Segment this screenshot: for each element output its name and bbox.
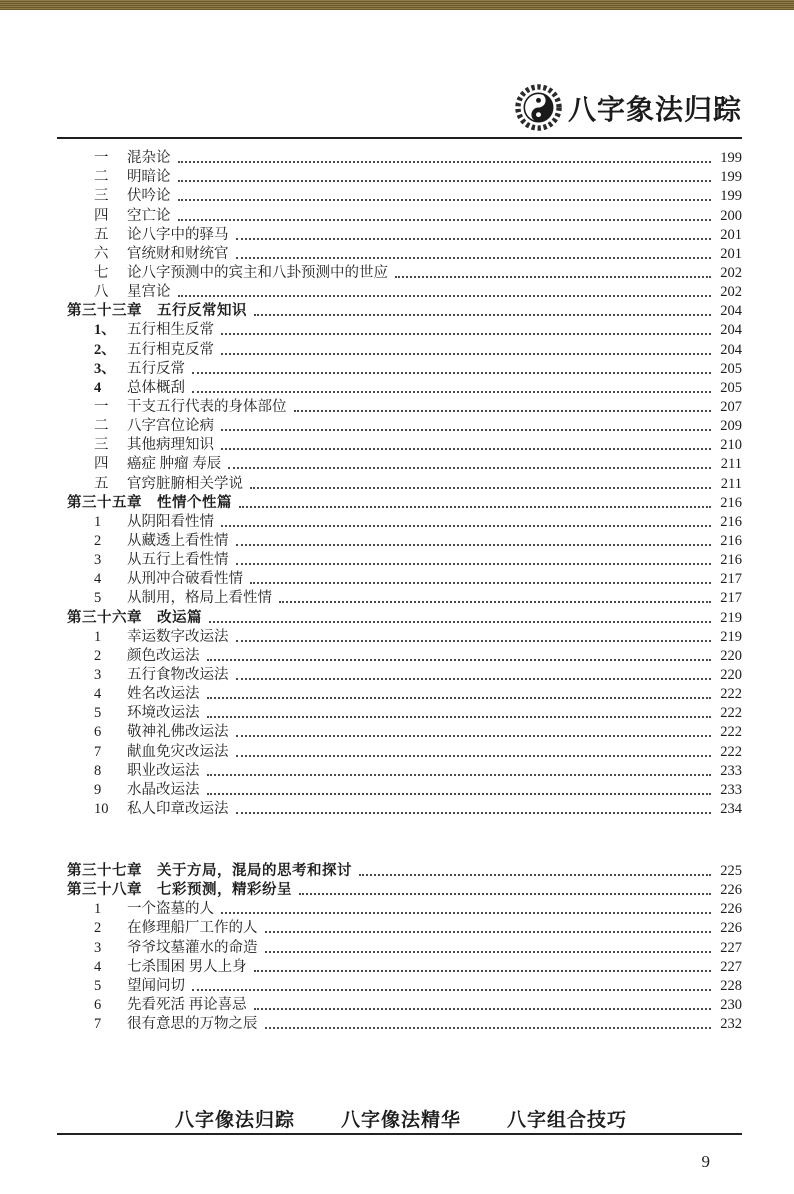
toc-row — [57, 703, 742, 722]
toc-entry-title: 空亡论 — [127, 207, 171, 224]
toc-dot-leader — [221, 525, 711, 527]
toc-entry-page: 219 — [720, 628, 742, 645]
toc-entry-title: 从五行上看性情 — [127, 552, 229, 569]
toc-entry-number: 7 — [94, 1016, 102, 1033]
toc-row — [57, 339, 742, 358]
toc-entry-page: 205 — [720, 360, 742, 377]
toc-entry-title: 混杂论 — [127, 150, 171, 167]
toc-entry-number: 9 — [94, 781, 102, 798]
toc-entry-number: 2 — [94, 920, 102, 937]
toc-entry-page: 204 — [720, 322, 742, 339]
toc-entry-page: 226 — [720, 882, 742, 899]
toc-entry-page: 220 — [720, 647, 742, 664]
toc-dot-leader — [192, 391, 711, 393]
toc-dot-leader — [254, 970, 711, 972]
page-header — [57, 84, 742, 136]
table-of-contents — [57, 148, 742, 1033]
toc-entry-title: 私人印章改运法 — [127, 800, 229, 817]
toc-row — [57, 780, 742, 799]
toc-entry-title: 颜色改运法 — [127, 647, 200, 664]
toc-entry-number: 4 — [94, 379, 102, 396]
toc-entry-page: 222 — [720, 743, 742, 760]
toc-dot-leader — [178, 219, 712, 221]
toc-entry-page: 227 — [720, 958, 742, 975]
toc-dot-leader — [178, 199, 712, 201]
toc-entry-number: 2、 — [94, 341, 116, 358]
toc-dot-leader — [221, 353, 711, 355]
toc-entry-number: 1 — [94, 513, 102, 530]
toc-row — [57, 454, 742, 473]
toc-dot-leader — [250, 582, 711, 584]
toc-entry-page: 222 — [720, 686, 742, 703]
toc-row — [57, 225, 742, 244]
toc-row — [57, 167, 742, 186]
toc-entry-title: 官统财和财统官 — [127, 245, 229, 262]
toc-entry-number: 四 — [94, 207, 109, 224]
toc-entry-page: 216 — [720, 513, 742, 530]
toc-entry-number: 8 — [94, 762, 102, 779]
toc-entry-page: 207 — [720, 398, 742, 415]
toc-entry-page: 204 — [720, 341, 742, 358]
toc-entry-title: 其他病理知识 — [127, 437, 214, 454]
toc-row — [57, 861, 742, 880]
toc-entry-page: 226 — [720, 920, 742, 937]
footer-series-title: 八字像法精华 — [341, 1110, 462, 1131]
toc-entry-number: 一 — [94, 398, 109, 415]
toc-dot-leader — [178, 161, 712, 163]
toc-entry-title: 在修理船厂工作的人 — [127, 920, 258, 937]
toc-entry-page: 225 — [720, 863, 742, 880]
toc-dot-leader — [236, 257, 712, 259]
toc-row — [57, 473, 742, 492]
toc-row — [57, 957, 742, 976]
toc-entry-title: 癌症 肿瘤 寿辰 — [127, 456, 222, 473]
toc-dot-leader — [265, 931, 712, 933]
toc-entry-page: 211 — [720, 456, 742, 473]
toc-row — [57, 301, 742, 320]
toc-dot-leader — [236, 678, 712, 680]
toc-row — [57, 531, 742, 550]
toc-entry-page: 222 — [720, 724, 742, 741]
toc-entry-title: 第三十五章 性情个性篇 — [67, 494, 232, 511]
toc-row — [57, 512, 742, 531]
toc-entry-page: 205 — [720, 379, 742, 396]
toc-entry-number: 6 — [94, 997, 102, 1014]
toc-entry-number: 3 — [94, 939, 102, 956]
toc-entry-page: 234 — [720, 800, 742, 817]
toc-row — [57, 148, 742, 167]
toc-entry-number: 4 — [94, 686, 102, 703]
toc-entry-title: 幸运数字改运法 — [127, 628, 229, 645]
book-title: 八字象法归踪 — [567, 94, 742, 126]
brand — [515, 84, 742, 131]
toc-dot-leader — [236, 812, 712, 814]
toc-entry-title: 五行相生反常 — [127, 322, 214, 339]
toc-row — [57, 799, 742, 818]
toc-entry-page: 220 — [720, 666, 742, 683]
toc-entry-title: 从刑冲合破看性情 — [127, 571, 243, 588]
toc-entry-page: 217 — [720, 590, 742, 607]
toc-entry-title: 水晶改运法 — [127, 781, 200, 798]
toc-entry-page: 202 — [720, 284, 742, 301]
toc-entry-number: 5 — [94, 977, 102, 994]
toc-entry-title: 环境改运法 — [127, 705, 200, 722]
footer-rule — [57, 1133, 742, 1135]
toc-dot-leader — [254, 1008, 711, 1010]
toc-entry-page: 199 — [720, 169, 742, 186]
toc-entry-number: 5 — [94, 705, 102, 722]
toc-dot-leader — [192, 372, 711, 374]
toc-entry-number: 1、 — [94, 322, 116, 339]
toc-row — [57, 741, 742, 760]
toc-dot-leader — [236, 755, 712, 757]
toc-row — [57, 263, 742, 282]
toc-row — [57, 1014, 742, 1033]
toc-row — [57, 899, 742, 918]
toc-dot-leader — [178, 180, 712, 182]
toc-entry-title: 干支五行代表的身体部位 — [127, 398, 287, 415]
toc-row — [57, 918, 742, 937]
toc-row — [57, 588, 742, 607]
toc-entry-number: 3 — [94, 552, 102, 569]
toc-dot-leader — [236, 640, 712, 642]
toc-entry-page: 199 — [720, 150, 742, 167]
toc-dot-leader — [239, 506, 711, 508]
toc-entry-number: 三 — [94, 188, 109, 205]
toc-entry-page: 233 — [720, 781, 742, 798]
toc-entry-number: 1 — [94, 901, 102, 918]
toc-entry-title: 总体概刮 — [127, 379, 185, 396]
toc-dot-leader — [228, 467, 711, 469]
toc-row — [57, 937, 742, 956]
toc-entry-number: 5 — [94, 590, 102, 607]
toc-entry-title: 很有意思的万物之辰 — [127, 1016, 258, 1033]
toc-dot-leader — [395, 276, 711, 278]
toc-row — [57, 397, 742, 416]
toc-entry-page: 232 — [720, 1016, 742, 1033]
header-rule — [57, 137, 742, 139]
toc-entry-number: 二 — [94, 169, 109, 186]
toc-dot-leader — [207, 774, 712, 776]
toc-entry-number: 二 — [94, 418, 109, 435]
toc-entry-page: 216 — [720, 552, 742, 569]
toc-entry-number: 五 — [94, 226, 109, 243]
toc-dot-leader — [236, 563, 712, 565]
toc-entry-number: 3、 — [94, 360, 116, 377]
toc-entry-number: 1 — [94, 628, 102, 645]
toc-entry-title: 明暗论 — [127, 169, 171, 186]
toc-entry-number: 三 — [94, 437, 109, 454]
toc-dot-leader — [359, 874, 711, 876]
toc-row — [57, 880, 742, 899]
toc-row — [57, 416, 742, 435]
toc-row — [57, 976, 742, 995]
toc-entry-title: 从制用，格局上看性情 — [127, 590, 272, 607]
toc-dot-leader — [207, 793, 712, 795]
toc-entry-title: 第三十七章 关于方局，混局的思考和探讨 — [67, 863, 352, 880]
taiji-bagua-icon — [515, 84, 562, 131]
toc-dot-leader — [299, 893, 711, 895]
toc-dot-leader — [221, 912, 711, 914]
toc-dot-leader — [254, 314, 711, 316]
toc-row — [57, 722, 742, 741]
toc-row — [57, 378, 742, 397]
toc-entry-number: 四 — [94, 456, 109, 473]
toc-dot-leader — [221, 429, 711, 431]
toc-dot-leader — [221, 448, 711, 450]
toc-entry-page: 219 — [720, 609, 742, 626]
toc-entry-page: 217 — [720, 571, 742, 588]
toc-entry-title: 五行相克反常 — [127, 341, 214, 358]
toc-entry-page: 201 — [720, 226, 742, 243]
toc-dot-leader — [236, 735, 712, 737]
toc-entry-page: 210 — [720, 437, 742, 454]
toc-entry-number: 八 — [94, 284, 109, 301]
toc-entry-page: 230 — [720, 997, 742, 1014]
toc-entry-title: 星宫论 — [127, 284, 171, 301]
toc-row — [57, 995, 742, 1014]
toc-entry-page: 204 — [720, 303, 742, 320]
toc-entry-number: 7 — [94, 743, 102, 760]
toc-entry-page: 202 — [720, 264, 742, 281]
toc-entry-number: 六 — [94, 245, 109, 262]
toc-row — [57, 244, 742, 263]
toc-row — [57, 205, 742, 224]
toc-entry-title: 论八字预测中的宾主和八卦预测中的世应 — [127, 264, 388, 281]
toc-entry-title: 一个盗墓的人 — [127, 901, 214, 918]
toc-entry-number: 4 — [94, 571, 102, 588]
toc-row — [57, 665, 742, 684]
toc-entry-title: 第三十八章 七彩预测，精彩纷呈 — [67, 882, 292, 899]
footer-series-title: 八字组合技巧 — [507, 1110, 628, 1131]
toc-row — [57, 359, 742, 378]
toc-row — [57, 684, 742, 703]
toc-row — [57, 435, 742, 454]
toc-row — [57, 550, 742, 569]
toc-dot-leader — [221, 333, 711, 335]
toc-entry-number: 2 — [94, 647, 102, 664]
toc-dot-leader — [207, 659, 712, 661]
toc-entry-page: 216 — [720, 494, 742, 511]
toc-entry-number: 4 — [94, 958, 102, 975]
toc-entry-title: 伏吟论 — [127, 188, 171, 205]
toc-entry-page: 199 — [720, 188, 742, 205]
page-number: 9 — [701, 1152, 710, 1171]
toc-row — [57, 627, 742, 646]
toc-entry-title: 第三十三章 五行反常知识 — [67, 303, 247, 320]
toc-entry-title: 五行食物改运法 — [127, 666, 229, 683]
toc-row — [57, 493, 742, 512]
toc-entry-title: 先看死活 再论喜忌 — [127, 997, 247, 1014]
toc-entry-title: 职业改运法 — [127, 762, 200, 779]
toc-entry-page: 216 — [720, 532, 742, 549]
toc-entry-title: 望闻问切 — [127, 977, 185, 994]
toc-entry-number: 五 — [94, 475, 109, 492]
toc-entry-page: 226 — [720, 901, 742, 918]
toc-entry-number: 3 — [94, 666, 102, 683]
toc-entry-title: 论八字中的驿马 — [127, 226, 229, 243]
toc-entry-title: 敬神礼佛改运法 — [127, 724, 229, 741]
footer-series-titles — [57, 1105, 742, 1131]
toc-dot-leader — [279, 601, 711, 603]
toc-row — [57, 186, 742, 205]
toc-dot-leader — [236, 238, 712, 240]
toc-entry-title: 献血免灾改运法 — [127, 743, 229, 760]
toc-dot-leader — [250, 487, 711, 489]
toc-entry-page: 228 — [720, 977, 742, 994]
toc-dot-leader — [207, 716, 712, 718]
toc-entry-title: 五行反常 — [127, 360, 185, 377]
decorative-top-band — [0, 0, 794, 10]
toc-entry-title: 第三十六章 改运篇 — [67, 609, 202, 626]
footer-series-title: 八字像法归踪 — [175, 1110, 296, 1131]
toc-entry-number: 6 — [94, 724, 102, 741]
toc-row — [57, 761, 742, 780]
toc-dot-leader — [178, 295, 712, 297]
toc-entry-title: 八字宫位论病 — [127, 418, 214, 435]
toc-dot-leader — [192, 989, 711, 991]
toc-row — [57, 646, 742, 665]
toc-dot-leader — [207, 697, 712, 699]
toc-entry-page: 233 — [720, 762, 742, 779]
toc-entry-page: 209 — [720, 418, 742, 435]
toc-row — [57, 607, 742, 626]
toc-row — [57, 569, 742, 588]
toc-entry-page: 227 — [720, 939, 742, 956]
toc-entry-title: 七杀围困 男人上身 — [127, 958, 247, 975]
toc-entry-number: 2 — [94, 532, 102, 549]
toc-dot-leader — [236, 544, 712, 546]
toc-entry-title: 姓名改运法 — [127, 686, 200, 703]
toc-row — [57, 320, 742, 339]
toc-entry-page: 211 — [720, 475, 742, 492]
toc-entry-number: 一 — [94, 150, 109, 167]
toc-entry-title: 从阴阳看性情 — [127, 513, 214, 530]
toc-entry-title: 爷爷坟墓灌水的命造 — [127, 939, 258, 956]
toc-dot-leader — [209, 621, 711, 623]
toc-dot-leader — [294, 410, 712, 412]
toc-entry-number: 10 — [94, 800, 109, 817]
toc-entry-page: 222 — [720, 705, 742, 722]
toc-row — [57, 282, 742, 301]
toc-dot-leader — [265, 951, 712, 953]
toc-entry-number: 七 — [94, 264, 109, 281]
toc-entry-title: 官窍脏腑相关学说 — [127, 475, 243, 492]
toc-entry-page: 201 — [720, 245, 742, 262]
toc-entry-page: 200 — [720, 207, 742, 224]
toc-entry-title: 从藏透上看性情 — [127, 532, 229, 549]
toc-dot-leader — [265, 1027, 712, 1029]
